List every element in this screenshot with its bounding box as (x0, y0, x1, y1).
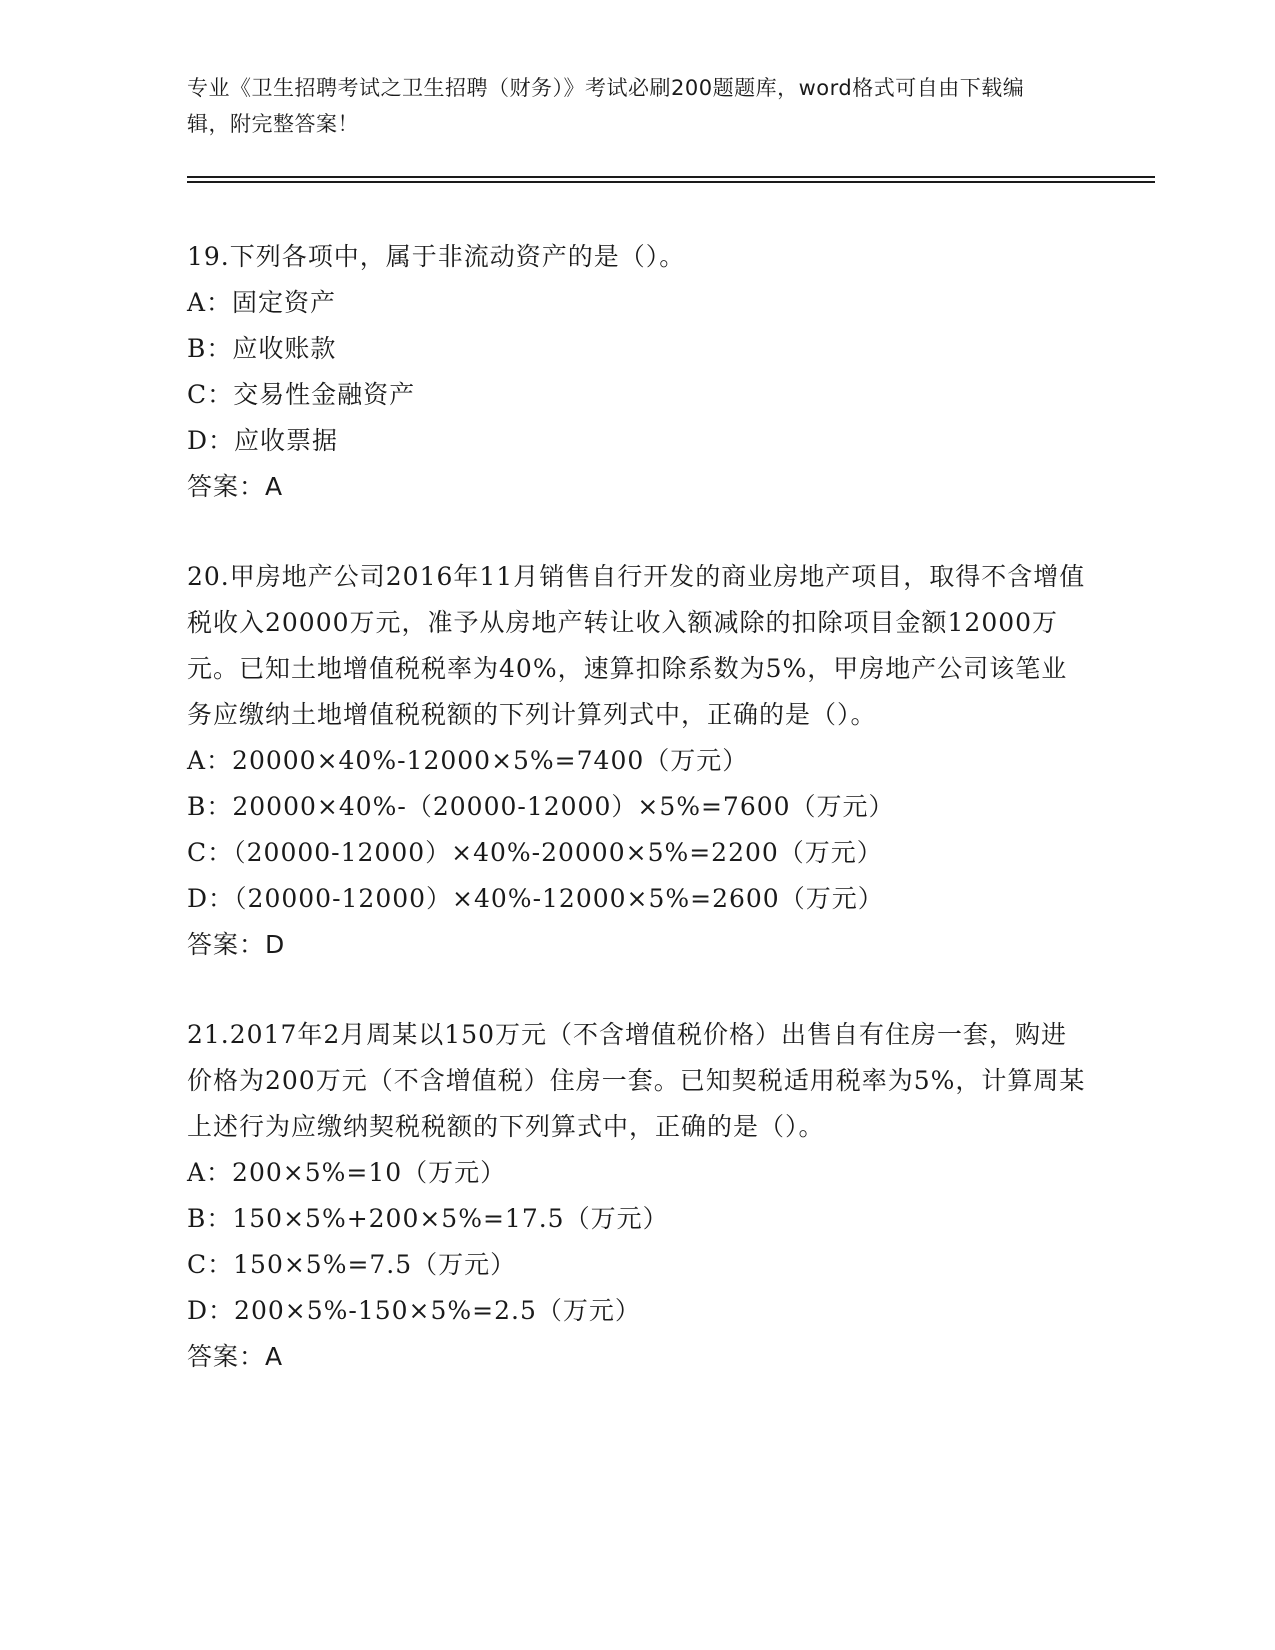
answer-line: 答案：A (187, 1342, 284, 1371)
document-header: 专业《卫生招聘考试之卫生招聘（财务）》考试必刷200题题库，word格式可自由下载编辑，附完整答案！ (187, 76, 1025, 136)
question-21 (187, 1012, 1087, 1380)
question-stem: 20.甲房地产公司2016年11月销售自行开发的商业房地产项目，取得不含增值税收入20000万元，准予从房地产转让收入额减除的扣除项目金额12000万元。已知土地增值税税率为40%，速算扣除系数为5%，甲房地产公司该笔业务应缴纳土地增值税税额的下列计算列式中，正确的是（）。 (187, 562, 1086, 729)
option-b: B：150×5%+200×5%=17.5（万元） (187, 1204, 669, 1233)
option-c: C：（20000-12000）×40%-20000×5%=2200（万元） (187, 838, 883, 867)
question-stem: 19.下列各项中，属于非流动资产的是（）。 (187, 242, 686, 271)
answer-line: 答案：D (187, 930, 286, 959)
option-d: D：（20000-12000）×40%-12000×5%=2600（万元） (187, 884, 884, 913)
option-a: A：固定资产 (187, 288, 337, 317)
option-a: A：200×5%=10（万元） (187, 1158, 507, 1187)
option-a: A：20000×40%-12000×5%=7400（万元） (187, 746, 749, 775)
option-b: B：应收账款 (187, 334, 337, 363)
option-c: C：交易性金融资产 (187, 380, 416, 409)
header-rule-bottom (187, 181, 1155, 183)
question-list (187, 234, 1087, 1380)
answer-line: 答案：A (187, 472, 284, 501)
question-19 (187, 234, 1087, 510)
header-rule-top (187, 176, 1155, 178)
option-d: D：应收票据 (187, 426, 339, 455)
question-stem: 21.2017年2月周某以150万元（不含增值税价格）出售自有住房一套，购进价格为200万元（不含增值税）住房一套。已知契税适用税率为5%，计算周某上述行为应缴纳契税税额的下列算式中，正确的是（）。 (187, 1020, 1086, 1141)
option-c: C：150×5%=7.5（万元） (187, 1250, 517, 1279)
question-20 (187, 554, 1087, 968)
option-d: D：200×5%-150×5%=2.5（万元） (187, 1296, 641, 1325)
option-b: B：20000×40%-（20000-12000）×5%=7600（万元） (187, 792, 895, 821)
